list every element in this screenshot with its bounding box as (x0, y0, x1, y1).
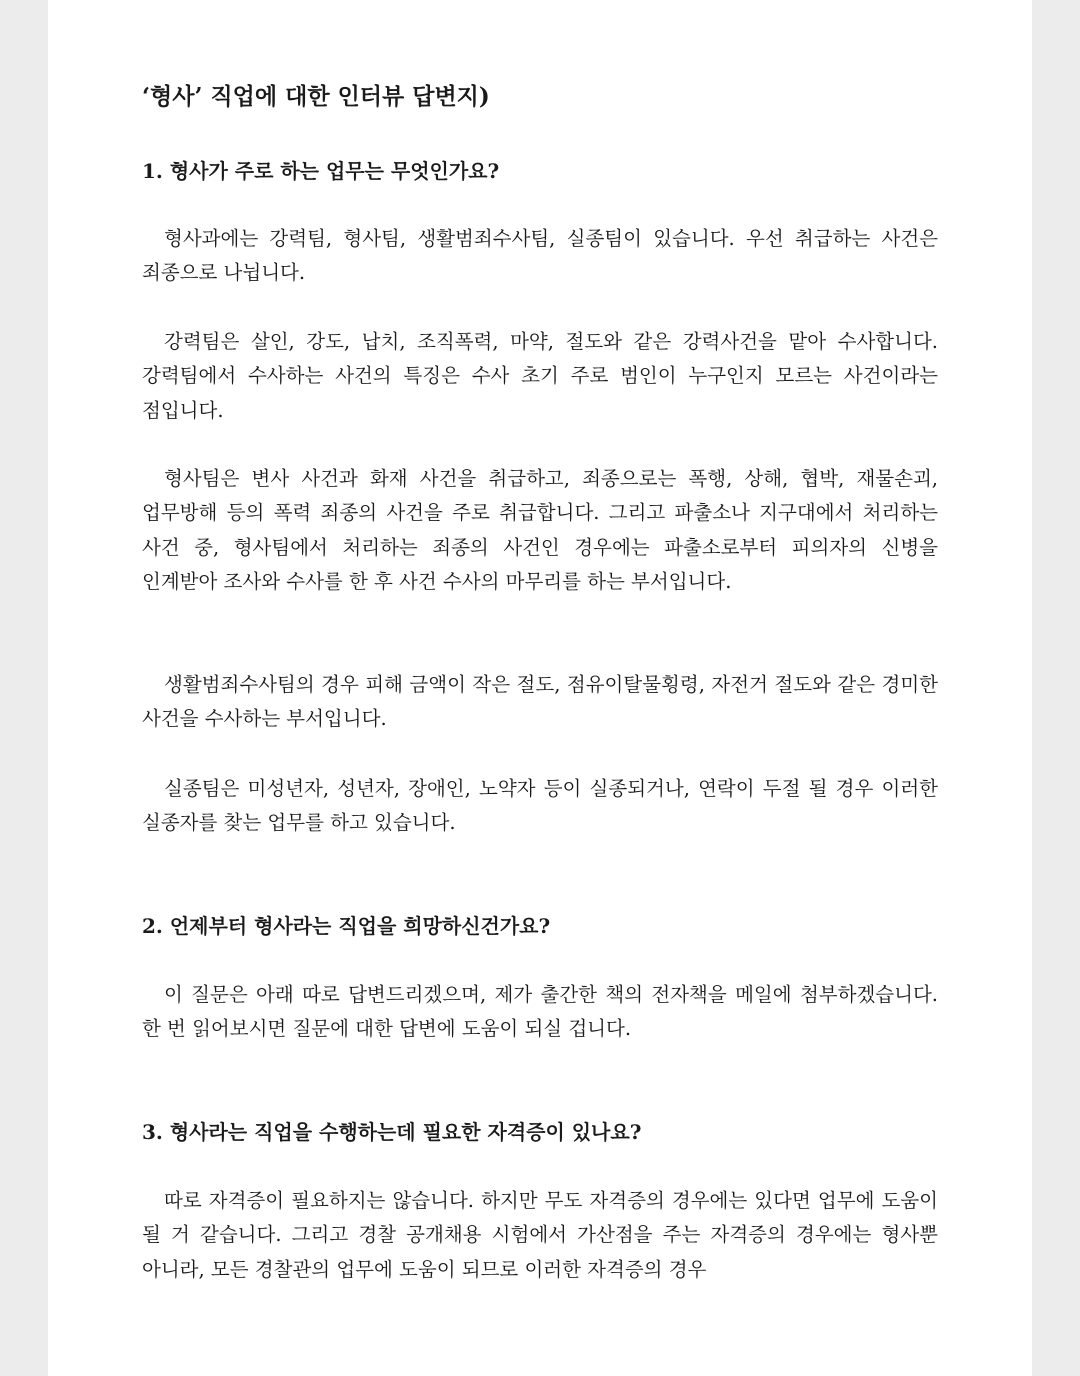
answer-1-paragraph-4: 생활범죄수사팀의 경우 피해 금액이 작은 절도, 점유이탈물횡령, 자전거 절도와 같은 경미한 사건을 수사하는 부서입니다. (142, 673, 938, 731)
question-3: 3. 형사라는 직업을 수행하는데 필요한 자격증이 있나요? (142, 1120, 642, 1144)
question-1: 1. 형사가 주로 하는 업무는 무엇인가요? (142, 159, 500, 183)
answer-3-paragraph-1: 따로 자격증이 필요하지는 않습니다. 하지만 무도 자격증의 경우에는 있다면 업무에 도움이 될 거 같습니다. 그리고 경찰 공개채용 시험에서 가산점을 주는 자격증의 경우에는 형사뿐 아니라, 모든 경찰관의 업무에 도움이 되므로 이러한 자격증의 경우 (142, 1189, 938, 1281)
document-title: ‘형사’ 직업에 대한 인터뷰 답변지) (142, 83, 490, 110)
answer-1-paragraph-3: 형사팀은 변사 사건과 화재 사건을 취급하고, 죄종으로는 폭행, 상해, 협박, 재물손괴, 업무방해 등의 폭력 죄종의 사건을 주로 취급합니다. 그리고 파출소나 지구대에서 처리하는 사건 중, 형사팀에서 처리하는 죄종의 사건인 경우에는 파출소로부터 피의자의 신병을 인계받아 조사와 수사를 한 후 사건 수사의 마무리를 하는 부서입니다. (142, 467, 938, 594)
answer-1-paragraph-1: 형사과에는 강력팀, 형사팀, 생활범죄수사팀, 실종팀이 있습니다. 우선 취급하는 사건은 죄종으로 나뉩니다. (142, 227, 938, 285)
answer-1-paragraph-5: 실종팀은 미성년자, 성년자, 장애인, 노약자 등이 실종되거나, 연락이 두절 될 경우 이러한 실종자를 찾는 업무를 하고 있습니다. (142, 777, 938, 835)
document-page (48, 0, 1032, 1376)
answer-2-paragraph-1: 이 질문은 아래 따로 답변드리겠으며, 제가 출간한 책의 전자책을 메일에 첨부하겠습니다. 한 번 읽어보시면 질문에 대한 답변에 도움이 되실 겁니다. (142, 983, 938, 1041)
answer-1-paragraph-2: 강력팀은 살인, 강도, 납치, 조직폭력, 마약, 절도와 같은 강력사건을 맡아 수사합니다. 강력팀에서 수사하는 사건의 특징은 수사 초기 주로 범인이 누구인지 모르는 사건이라는 점입니다. (142, 330, 938, 422)
question-2: 2. 언제부터 형사라는 직업을 희망하신건가요? (142, 914, 551, 938)
